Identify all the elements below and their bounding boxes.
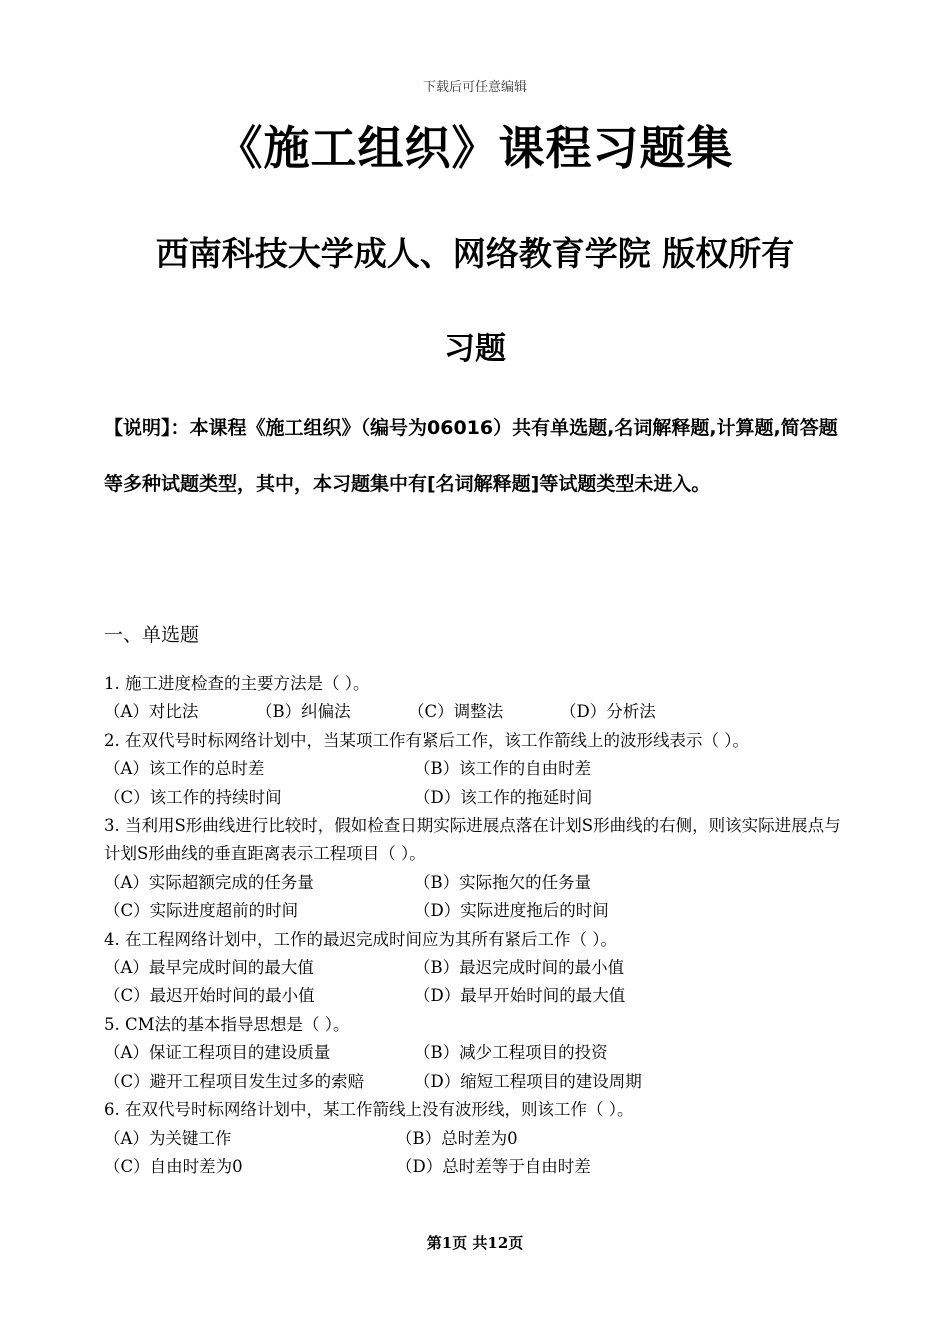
option-a: （A）该工作的总时差 xyxy=(104,759,265,779)
option-a: （A）保证工程项目的建设质量 xyxy=(104,1043,331,1063)
option-row xyxy=(104,698,850,726)
option-a: （A）最早完成时间的最大值 xyxy=(104,958,314,978)
option-b: （B）最迟完成时间的最小值 xyxy=(414,958,625,978)
question-3 xyxy=(104,812,850,926)
option-c: （C）最迟开始时间的最小值 xyxy=(104,986,315,1006)
option-b: （B）该工作的自由时差 xyxy=(414,759,592,779)
option-d: （D）该工作的拖延时间 xyxy=(414,787,593,807)
question-stem: 6. 在双代号时标网络计划中，某工作箭线上没有波形线，则该工作（ ）。 xyxy=(104,1100,634,1120)
option-a: （A）为关键工作 xyxy=(104,1128,232,1148)
option-b: （B）纠偏法 xyxy=(256,702,351,722)
document-subtitle: 西南科技大学成人、网络教育学院 版权所有 xyxy=(155,234,795,273)
option-d: （D）分析法 xyxy=(560,702,656,722)
section-heading: 习题 xyxy=(444,331,506,367)
question-5 xyxy=(104,1011,850,1096)
option-c: （C）自由时差为0 xyxy=(104,1156,243,1176)
question-4 xyxy=(104,926,850,1011)
option-a: （A）实际超额完成的任务量 xyxy=(104,872,314,892)
category-heading: 一、单选题 xyxy=(104,624,200,646)
question-stem: 5. CM法的基本指导思想是（ ）。 xyxy=(104,1014,350,1034)
option-b: （B）实际拖欠的任务量 xyxy=(414,872,592,892)
option-d: （D）实际进度拖后的时间 xyxy=(414,901,609,921)
question-stem: 3. 当利用S形曲线进行比较时，假如检查日期实际进展点落在计划S形曲线的右侧，则该实际进展点与计划S形曲线的垂直距离表示工程项目（ ）。 xyxy=(104,816,841,864)
option-c: （C）调整法 xyxy=(408,702,504,722)
option-row xyxy=(104,1068,850,1096)
option-row xyxy=(104,954,850,982)
question-2 xyxy=(104,727,850,812)
option-b: （B）减少工程项目的投资 xyxy=(414,1043,608,1063)
option-row xyxy=(104,1039,850,1067)
question-stem: 4. 在工程网络计划中，工作的最迟完成时间应为其所有紧后工作（ ）。 xyxy=(104,929,617,949)
option-row xyxy=(104,755,850,783)
option-row xyxy=(104,982,850,1010)
option-row xyxy=(104,1125,850,1153)
option-c: （C）实际进度超前的时间 xyxy=(104,901,299,921)
question-1 xyxy=(104,670,850,727)
option-d: （D）最早开始时间的最大值 xyxy=(414,986,626,1006)
question-stem: 2. 在双代号时标网络计划中，当某项工作有紧后工作，该工作箭线上的波形线表示（ ）。 xyxy=(104,730,749,750)
question-list xyxy=(104,670,850,1181)
question-6 xyxy=(104,1096,850,1181)
option-c: （C）避开工程项目发生过多的索赔 xyxy=(104,1071,365,1091)
header-note: 下载后可任意编辑 xyxy=(422,80,527,95)
page-footer: 第1页 共12页 xyxy=(426,1234,524,1252)
option-row xyxy=(104,784,850,812)
document-title: 《施工组织》课程习题集 xyxy=(216,121,734,175)
option-d: （D）总时差等于自由时差 xyxy=(396,1156,591,1176)
intro-paragraph: 【说明】：本课程《施工组织》（编号为06016）共有单选题,名词解释题,计算题,简答题等多种试题类型，其中，本习题集中有[名词解释题]等试题类型未进入。 xyxy=(104,417,838,495)
option-d: （D）缩短工程项目的建设周期 xyxy=(414,1071,642,1091)
option-row xyxy=(104,869,850,897)
question-stem: 1. 施工进度检查的主要方法是（ ）。 xyxy=(104,674,370,693)
option-c: （C）该工作的持续时间 xyxy=(104,787,282,807)
option-a: （A）对比法 xyxy=(104,702,199,722)
option-row xyxy=(104,897,850,925)
option-row xyxy=(104,1153,850,1181)
option-b: （B）总时差为0 xyxy=(396,1128,518,1148)
